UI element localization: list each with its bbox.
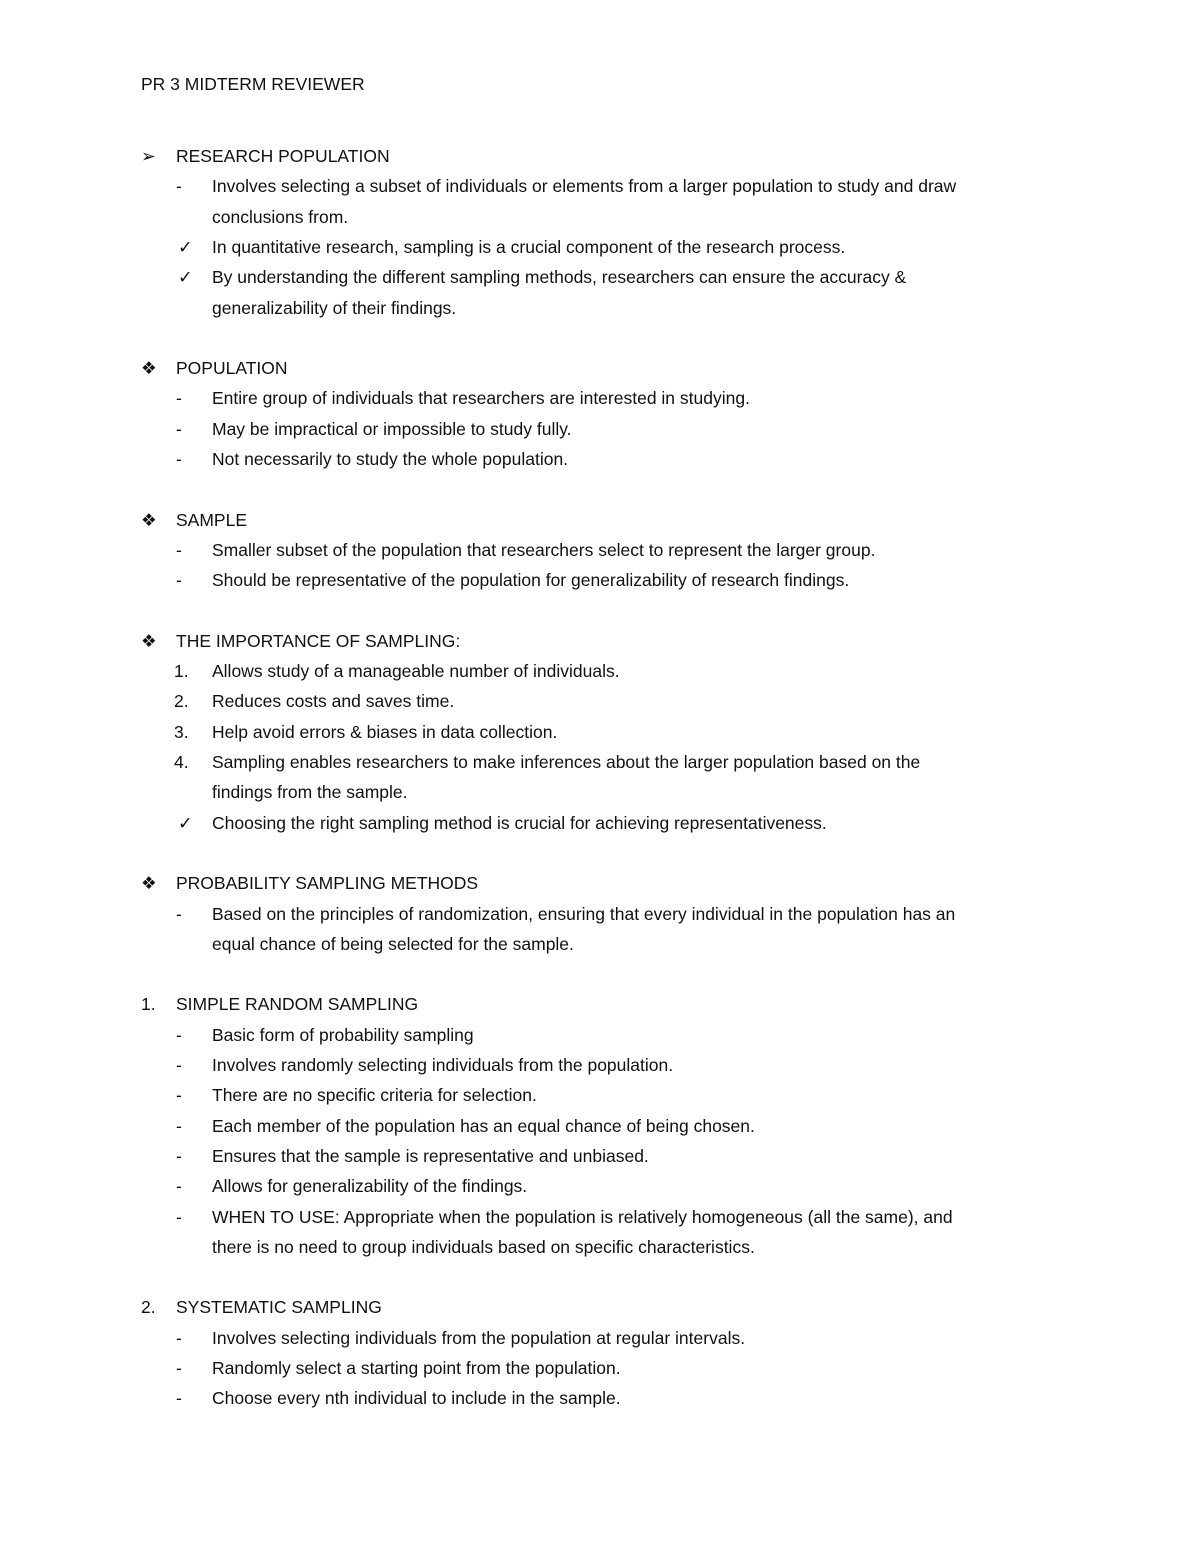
list-item-text: conclusions from. — [212, 206, 349, 227]
diamond-bullet-icon: ❖ — [141, 874, 157, 895]
section-number: 1. — [141, 994, 156, 1015]
dash-bullet: - — [176, 388, 182, 409]
diamond-bullet-icon: ❖ — [141, 510, 157, 531]
section-heading: SYSTEMATIC SAMPLING — [176, 1297, 382, 1318]
list-item-text: Allows for generalizability of the findings. — [212, 1176, 528, 1197]
dash-bullet: - — [176, 1176, 182, 1197]
check-icon: ✓ — [178, 237, 193, 258]
dash-bullet: - — [176, 176, 182, 197]
list-item-text: Allows study of a manageable number of individuals. — [212, 661, 620, 682]
list-item-text: By understanding the different sampling methods, researchers can ensure the accuracy & — [212, 267, 907, 288]
list-item-text: Based on the principles of randomization, ensuring that every individual in the population has an — [212, 903, 956, 924]
list-item-text: Choose every nth individual to include in the sample. — [212, 1388, 621, 1409]
list-item-text: Smaller subset of the population that researchers select to represent the larger group. — [212, 539, 876, 560]
dash-bullet: - — [176, 570, 182, 591]
list-item-text: findings from the sample. — [212, 782, 408, 803]
dash-bullet: - — [176, 1327, 182, 1348]
dash-bullet: - — [176, 1388, 182, 1409]
dash-bullet: - — [176, 1358, 182, 1378]
list-item-text: Basic form of probability sampling — [212, 1024, 474, 1045]
dash-bullet: - — [176, 903, 182, 924]
list-number: 4. — [174, 752, 189, 772]
list-item-text: equal chance of being selected for the sample. — [212, 933, 574, 954]
list-item-text: Help avoid errors & biases in data collection. — [212, 721, 558, 742]
list-number: 1. — [174, 661, 189, 682]
list-item-text: Involves randomly selecting individuals from the population. — [212, 1055, 674, 1075]
dash-bullet: - — [176, 1024, 182, 1045]
list-item-text: Involves selecting individuals from the population at regular intervals. — [212, 1327, 746, 1348]
section-heading: THE IMPORTANCE OF SAMPLING: — [176, 630, 461, 651]
list-item-text: Should be representative of the population for generalizability of research findings. — [212, 570, 850, 591]
check-icon: ✓ — [178, 813, 193, 834]
list-item-text: Involves selecting a subset of individuals or elements from a larger population to study and draw — [212, 176, 957, 197]
check-icon: ✓ — [178, 268, 193, 289]
dash-bullet: - — [176, 449, 182, 469]
list-item-text: there is no need to group individuals based on specific characteristics. — [212, 1236, 755, 1257]
section-heading: SAMPLE — [176, 509, 247, 530]
section-heading: RESEARCH POPULATION — [176, 146, 390, 166]
list-item-text: Entire group of individuals that researchers are interested in studying. — [212, 388, 750, 409]
section-heading: POPULATION — [176, 358, 288, 379]
diamond-bullet-icon: ❖ — [141, 631, 157, 652]
dash-bullet: - — [176, 418, 182, 439]
section-heading: SIMPLE RANDOM SAMPLING — [176, 994, 419, 1015]
section-heading: PROBABILITY SAMPLING METHODS — [176, 873, 479, 894]
list-item-text: WHEN TO USE: Appropriate when the population is relatively homogeneous (all the same), and — [212, 1206, 953, 1227]
list-item-text: May be impractical or impossible to study fully. — [212, 418, 572, 439]
dash-bullet: - — [176, 1145, 182, 1166]
section-number: 2. — [141, 1297, 156, 1318]
list-item-text: There are no specific criteria for selection. — [212, 1085, 537, 1106]
list-item-text: Sampling enables researchers to make inferences about the larger population based on the — [212, 752, 921, 772]
list-item-text: Choosing the right sampling method is crucial for achieving representativeness. — [212, 812, 827, 833]
dash-bullet: - — [176, 1085, 182, 1106]
list-item-text: In quantitative research, sampling is a crucial component of the research process. — [212, 236, 846, 257]
dash-bullet: - — [176, 539, 182, 560]
list-item-text: Each member of the population has an equal chance of being chosen. — [212, 1115, 755, 1136]
dash-bullet: - — [176, 1115, 182, 1136]
list-number: 2. — [174, 691, 189, 712]
list-number: 3. — [174, 721, 189, 742]
list-item-text: Reduces costs and saves time. — [212, 691, 455, 712]
list-item-text: Ensures that the sample is representative and unbiased. — [212, 1145, 649, 1166]
list-item-text: Randomly select a starting point from the population. — [212, 1358, 621, 1378]
diamond-bullet-icon: ❖ — [141, 359, 157, 380]
list-item-text: generalizability of their findings. — [212, 297, 457, 318]
list-item-text: Not necessarily to study the whole population. — [212, 449, 569, 469]
dash-bullet: - — [176, 1055, 182, 1075]
document-title: PR 3 MIDTERM REVIEWER — [141, 74, 365, 94]
dash-bullet: - — [176, 1206, 182, 1227]
arrow-bullet-icon: ➢ — [141, 147, 156, 167]
